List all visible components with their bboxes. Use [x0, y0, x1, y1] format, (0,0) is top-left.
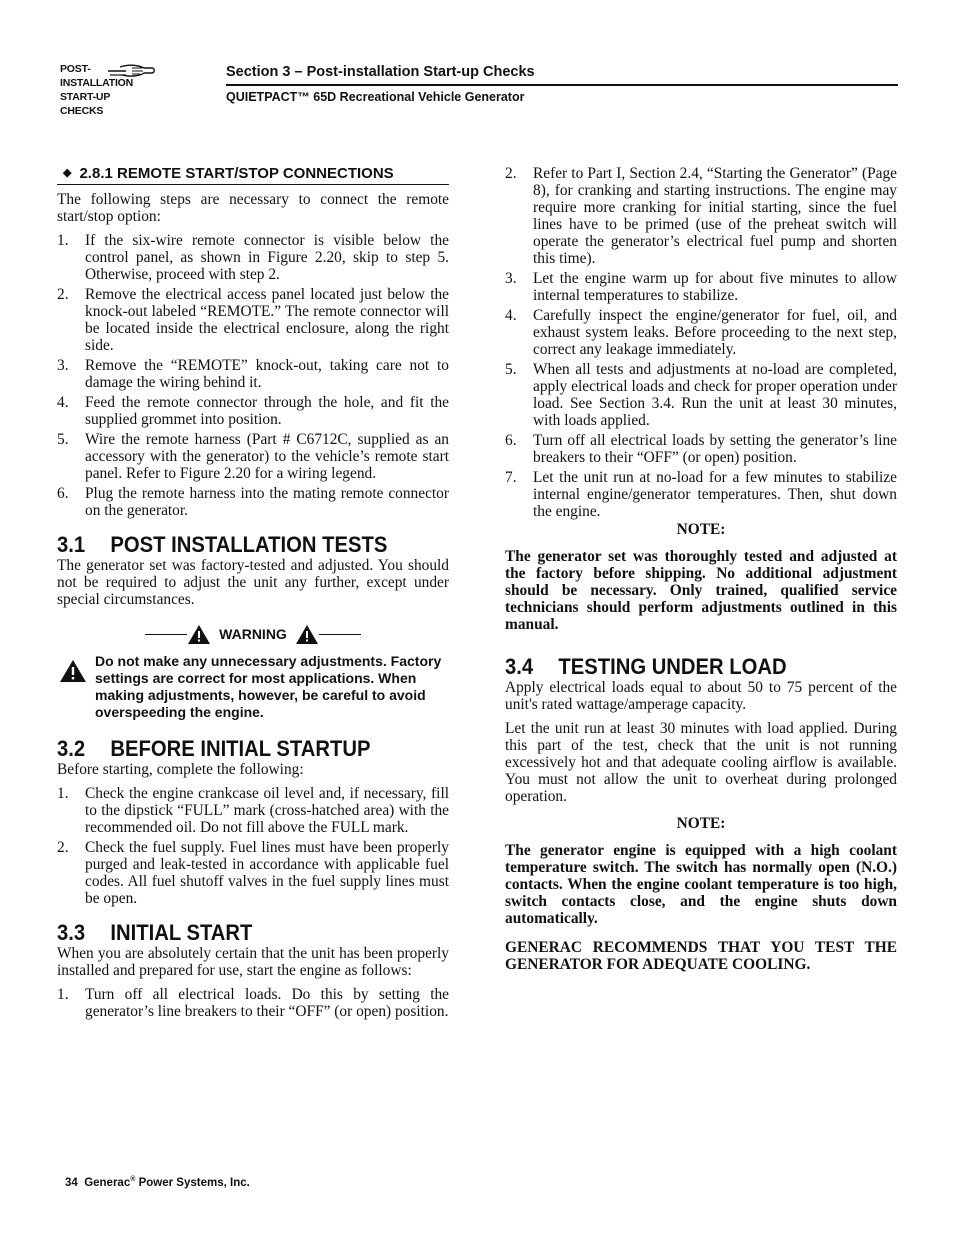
- list-item: [505, 361, 897, 429]
- startup-steps: [57, 785, 449, 907]
- list-item: [57, 357, 449, 391]
- list-item: [57, 485, 449, 519]
- step-number: 2.: [57, 286, 69, 303]
- warning-rule: [319, 634, 361, 635]
- section-3-4-text: Apply electrical loads equal to about 50 to 75 percent of the unit's rated wattage/amperage capacity.: [505, 679, 897, 713]
- step-text: Let the engine warm up for about five minutes to allow internal temperatures to stabilize.: [533, 270, 897, 304]
- step-number: 6.: [57, 485, 69, 502]
- list-item: [57, 431, 449, 482]
- warning-banner: [57, 624, 449, 645]
- warning-text: Do not make any unnecessary adjustments. Factory settings are correct for most applications. When making adjustments, however, be careful to avoid overspeeding the engine.: [95, 653, 442, 720]
- section-3-2-intro: Before starting, complete the following:: [57, 761, 304, 778]
- step-text: Check the engine crankcase oil level and, if necessary, fill to the dipstick “FULL” mark (cross-hatched area) with the recommended oil. Do not fill above the FULL mark.: [85, 785, 449, 836]
- list-item: [505, 165, 897, 267]
- section-title: TESTING UNDER LOAD: [558, 654, 787, 679]
- page-header: [226, 64, 898, 104]
- note-text: The generator set was thoroughly tested and adjusted at the factory before shipping. No additional adjustment should be necessary. Only trained, qualified service technicians should perform adjustments outlined in this manual.: [505, 548, 897, 633]
- step-text: Turn off all electrical loads by setting the generator’s line breakers to their “OFF” (or open) position.: [533, 432, 897, 466]
- step-number: 6.: [505, 432, 517, 449]
- list-item: [505, 307, 897, 358]
- step-number: 3.: [505, 270, 517, 287]
- pointing-hand-icon: [106, 62, 156, 80]
- list-item: [57, 986, 449, 1020]
- section-number: 3.3: [57, 920, 86, 945]
- warning-triangle-icon: [187, 624, 211, 645]
- company-name-rest: Power Systems, Inc.: [138, 1176, 250, 1189]
- step-text: Carefully inspect the engine/generator for fuel, oil, and exhaust system leaks. Before proceeding to the next step, correct any leakage immediately.: [533, 307, 897, 358]
- step-text: Turn off all electrical loads. Do this by setting the generator’s line breakers to their “OFF” (or open) position.: [85, 986, 449, 1020]
- step-text: When all tests and adjustments at no-load are completed, apply electrical loads and check for proper operation under load. See Section 3.4. Run the unit at least 30 minutes, with loads applied.: [533, 361, 897, 429]
- recommendation-text: GENERAC RECOMMENDS THAT YOU TEST THE GENERATOR FOR ADEQUATE COOLING.: [505, 939, 897, 973]
- list-item: [57, 394, 449, 428]
- section-3-1-text: The generator set was factory-tested and adjusted. You should not be required to adjust the unit any further, except under special circumstances.: [57, 557, 449, 608]
- registered-mark: ®: [130, 1176, 136, 1183]
- step-number: 7.: [505, 469, 517, 486]
- list-item: [505, 432, 897, 466]
- step-number: 3.: [57, 357, 69, 374]
- section-title: INITIAL START: [110, 920, 253, 945]
- warning-triangle-icon: [295, 624, 319, 645]
- section-3-4-text: Let the unit run at least 30 minutes with load applied. During this part of the test, check that the unit is not running excessively hot and that adequate cooling airflow is available. You must not allow the unit to overheat during prolonged operation.: [505, 720, 897, 805]
- note-label: NOTE:: [676, 815, 726, 832]
- step-text: Plug the remote harness into the mating remote connector on the generator.: [85, 485, 449, 519]
- section-heading-3-1: [57, 533, 418, 557]
- warning-triangle-icon: [59, 659, 87, 683]
- step-text: Check the fuel supply. Fuel lines must have been properly purged and leak-tested in accordance with applicable fuel codes. All fuel shutoff valves in the fuel supply lines must be open.: [85, 839, 449, 907]
- step-text: Refer to Part I, Section 2.4, “Starting the Generator” (Page 8), for cranking and starting instructions. The engine may require more cranking for initial starting, since the fuel lines have to be primed (use of the preheat switch will operate the generator’s electrical fuel pump and shorten this time).: [533, 165, 897, 267]
- logo-line: POST-: [60, 63, 91, 75]
- step-number: 1.: [57, 232, 69, 249]
- warning-rule: [145, 634, 187, 635]
- list-item: [57, 232, 449, 283]
- left-column: [57, 165, 449, 1027]
- list-item: [57, 286, 449, 354]
- remote-steps: [57, 232, 449, 519]
- section-number: 3.2: [57, 736, 86, 761]
- step-number: 1.: [57, 986, 69, 1003]
- subsection-heading: [57, 165, 449, 185]
- page-footer: [65, 1176, 250, 1189]
- page-number: 34: [65, 1176, 78, 1189]
- subsection-title: 2.8.1 REMOTE START/STOP CONNECTIONS: [79, 165, 394, 182]
- step-number: 5.: [57, 431, 69, 448]
- section-title: BEFORE INITIAL STARTUP: [110, 736, 371, 761]
- logo-line: CHECKS: [60, 105, 104, 117]
- section-number: 3.1: [57, 532, 86, 557]
- list-item: [505, 270, 897, 304]
- logo-line: START-UP: [60, 91, 111, 103]
- warning-text-block: [57, 653, 449, 721]
- diamond-bullet-icon: ◆: [63, 167, 72, 179]
- company-name: Generac: [84, 1176, 131, 1189]
- note-text: The generator engine is equipped with a high coolant temperature switch. The switch has normally open (N.O.) contacts. When the engine coolant temperature is too high, switch contacts close, and the engine shuts down automatically.: [505, 842, 897, 927]
- list-item: [57, 785, 449, 836]
- warning-label: WARNING: [219, 626, 287, 642]
- step-text: Feed the remote connector through the hole, and fit the supplied grommet into position.: [85, 394, 449, 428]
- right-column: [505, 165, 897, 985]
- section-heading-3-4: [505, 655, 866, 679]
- step-number: 4.: [505, 307, 517, 324]
- step-number: 2.: [505, 165, 517, 182]
- initial-start-steps: [57, 986, 449, 1020]
- step-text: Remove the “REMOTE” knock-out, taking care not to damage the wiring behind it.: [85, 357, 449, 391]
- step-number: 4.: [57, 394, 69, 411]
- step-text: Remove the electrical access panel located just below the knock-out labeled “REMOTE.” The remote connector will be located inside the electrical enclosure, along the right side.: [85, 286, 449, 354]
- section-title: Section 3 – Post-installation Start-up Checks: [226, 64, 535, 80]
- remote-intro: The following steps are necessary to connect the remote start/stop option:: [57, 191, 449, 225]
- step-number: 5.: [505, 361, 517, 378]
- initial-start-steps-continued: [505, 165, 897, 520]
- logo-line: INSTALLATION: [60, 77, 134, 89]
- section-title: POST INSTALLATION TESTS: [110, 532, 388, 557]
- section-heading-3-3: [57, 921, 418, 945]
- step-number: 2.: [57, 839, 69, 856]
- step-text: If the six-wire remote connector is visible below the control panel, as shown in Figure 2.20, skip to step 5. Otherwise, proceed with step 2.: [85, 232, 449, 283]
- product-title: QUIETPACT™ 65D Recreational Vehicle Generator: [226, 90, 525, 104]
- header-rule: [226, 84, 898, 86]
- step-text: Let the unit run at no-load for a few minutes to stabilize internal engine/generator temperatures. Then, shut down the engine.: [533, 469, 897, 520]
- section-heading-3-2: [57, 737, 418, 761]
- step-number: 1.: [57, 785, 69, 802]
- step-text: Wire the remote harness (Part # C6712C, supplied as an accessory with the generator) to the vehicle’s remote start panel. Refer to Figure 2.20 for a wiring legend.: [85, 431, 449, 482]
- section-3-3-intro: When you are absolutely certain that the unit has been properly installed and prepared for use, start the engine as follows:: [57, 945, 449, 979]
- list-item: [505, 469, 897, 520]
- section-number: 3.4: [505, 654, 534, 679]
- list-item: [57, 839, 449, 907]
- section-logo: [60, 62, 220, 122]
- note-label: NOTE:: [676, 521, 726, 538]
